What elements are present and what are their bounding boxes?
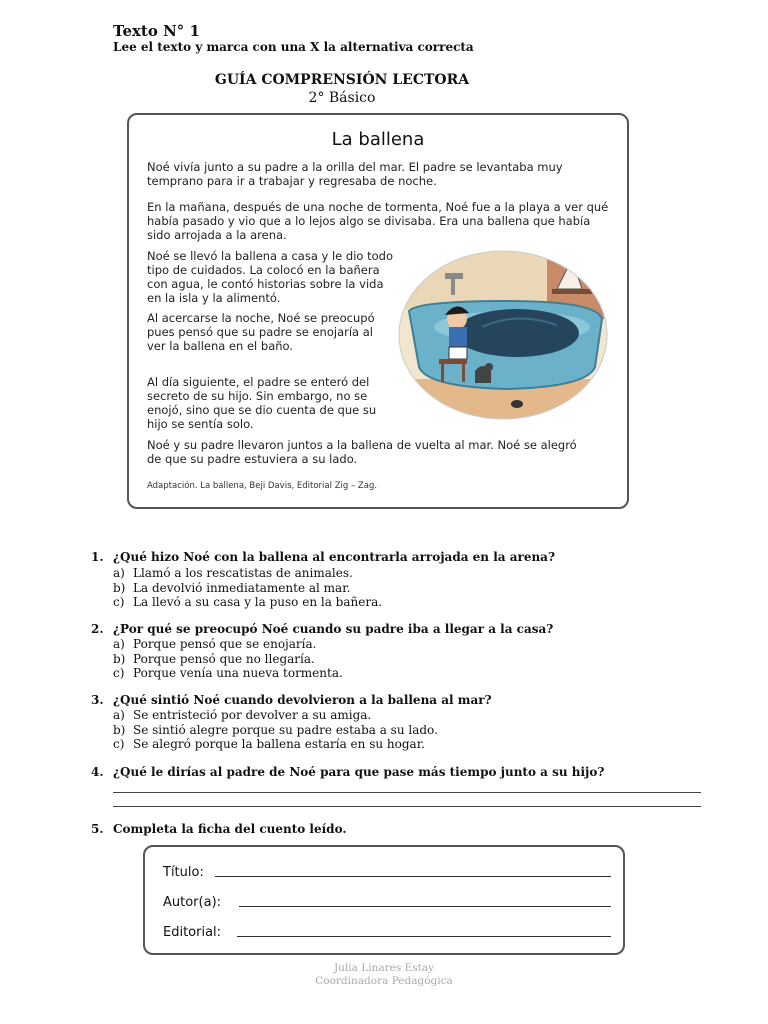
option-text: Se alegró porque la ballena estaría en su hogar. <box>133 737 425 751</box>
question-text: ¿Qué le dirías al padre de Noé para que pase más tiempo junto a su hijo? <box>113 765 605 779</box>
story-paragraph: Noé se llevó la ballena a casa y le dio todo tipo de cuidados. La colocó en la bañera con agua, le contó historias sobre la vida en la isla y la alimentó. <box>147 249 393 305</box>
option-letter: b) <box>113 580 126 595</box>
option-text: Porque pensó que no llegaría. <box>133 651 315 666</box>
option-letter: a) <box>113 566 125 580</box>
question-4 <box>91 765 604 779</box>
texto-title: Texto N° 1 <box>113 22 200 40</box>
guide-title: GUÍA COMPRENSIÓN LECTORA <box>214 72 470 88</box>
answer-line[interactable] <box>113 806 701 807</box>
option-letter: c) <box>113 666 125 680</box>
author-label: Autor(a): <box>163 895 222 910</box>
question-text: ¿Qué sintió Noé cuando devolvieron a la ballena al mar? <box>113 693 492 707</box>
question-number: 4. <box>91 765 104 779</box>
story-paragraph: Al acercarse la noche, Noé se preocupó pues pensó que su padre se enojaría al ver la ballena en el baño. <box>147 311 375 353</box>
option-c[interactable] <box>113 737 438 752</box>
option-a[interactable] <box>113 566 382 581</box>
option-text: Se entristeció por devolver a su amiga. <box>133 708 372 722</box>
story-form-box <box>143 845 625 955</box>
question-2 <box>91 622 553 636</box>
option-text: Se sintió alegre porque su padre estaba a su lado. <box>133 722 438 737</box>
story-source: Adaptación. La ballena, Beji Davis, Editorial Zig – Zag. <box>147 481 378 491</box>
grade-label: 2° Básico <box>308 90 376 106</box>
option-b[interactable] <box>113 652 343 667</box>
form-row-publisher <box>163 925 613 940</box>
option-c[interactable] <box>113 666 343 681</box>
question-5 <box>91 822 347 836</box>
option-b[interactable] <box>113 581 382 596</box>
story-title: La ballena <box>331 129 425 150</box>
question-1 <box>91 550 555 564</box>
footer-name: Julia Linares Estay <box>333 962 435 974</box>
question-number: 2. <box>91 622 104 636</box>
option-letter: a) <box>113 708 125 722</box>
option-text: Porque pensó que se enojaría. <box>133 637 317 651</box>
option-letter: b) <box>113 651 126 666</box>
option-letter: b) <box>113 722 126 737</box>
question-text: ¿Qué hizo Noé con la ballena al encontrarla arrojada en la arena? <box>113 550 555 564</box>
option-a[interactable] <box>113 708 438 723</box>
option-text: La devolvió inmediatamente al mar. <box>133 580 351 595</box>
option-text: Llamó a los rescatistas de animales. <box>133 566 353 580</box>
answer-line[interactable] <box>113 792 701 793</box>
option-text: Porque venía una nueva tormenta. <box>133 666 343 680</box>
option-a[interactable] <box>113 637 343 652</box>
footer-role: Coordinadora Pedagógica <box>315 975 453 987</box>
publisher-label: Editorial: <box>163 925 222 940</box>
story-paragraph: Al día siguiente, el padre se enteró del secreto de su hijo. Sin embargo, no se enojó, sino que se dio cuenta de que su hijo se sentía solo. <box>147 375 377 431</box>
author-field[interactable] <box>239 906 611 907</box>
title-field[interactable] <box>215 876 611 877</box>
question-3-options <box>113 708 438 752</box>
question-3 <box>91 693 492 707</box>
instruction-text: Lee el texto y marca con una X la alternativa correcta <box>113 40 474 54</box>
story-box <box>127 113 629 509</box>
question-2-options <box>113 637 343 681</box>
story-paragraph: Noé y su padre llevaron juntos a la ballena de vuelta al mar. Noé se alegró de que su padre estuviera a su lado. <box>147 438 577 466</box>
question-1-options <box>113 566 382 610</box>
question-text: ¿Por qué se preocupó Noé cuando su padre iba a llegar a la casa? <box>113 622 554 636</box>
option-letter: c) <box>113 737 125 751</box>
form-row-title <box>163 865 613 880</box>
option-text: La llevó a su casa y la puso en la bañera. <box>133 595 383 609</box>
question-text: Completa la ficha del cuento leído. <box>113 822 347 836</box>
story-paragraph: En la mañana, después de una noche de tormenta, Noé fue a la playa a ver qué había pasado y vio que a lo lejos algo se divisaba. Era una ballena que había sido arrojada a la arena. <box>147 200 609 242</box>
form-row-author <box>163 895 613 910</box>
option-letter: a) <box>113 637 125 651</box>
option-c[interactable] <box>113 595 382 610</box>
story-paragraph: Noé vivía junto a su padre a la orilla del mar. El padre se levantaba muy temprano para ir a trabajar y regresaba de noche. <box>147 160 563 188</box>
question-number: 5. <box>91 822 104 836</box>
option-b[interactable] <box>113 723 438 738</box>
option-letter: c) <box>113 595 125 609</box>
publisher-field[interactable] <box>237 936 611 937</box>
question-number: 3. <box>91 693 104 707</box>
question-number: 1. <box>91 550 104 564</box>
title-label: Título: <box>163 865 204 880</box>
whale-bathtub-illustration <box>397 249 609 421</box>
